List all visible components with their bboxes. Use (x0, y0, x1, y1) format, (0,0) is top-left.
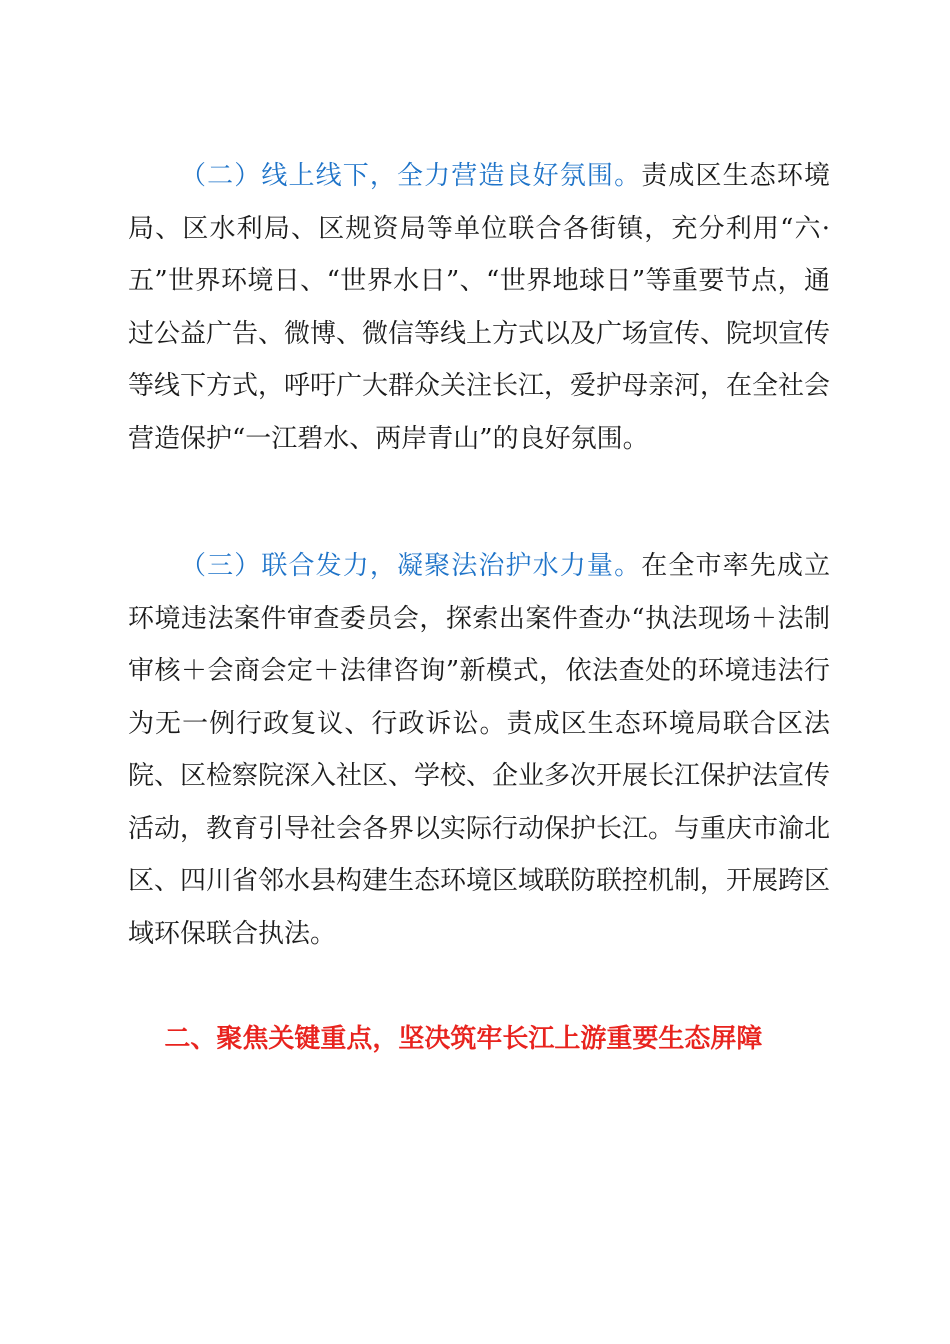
paragraph-lead-section-2: （二）线上线下，全力营造良好氛围。 (180, 161, 642, 191)
section-heading-2: 二、聚焦关键重点，坚决筑牢长江上游重要生态屏障 (164, 1024, 763, 1054)
paragraph-body-section-3: 在全市率先成立环境违法案件审查委员会，探索出案件查办“执法现场＋法制审核＋会商会定＋法律咨询”新模式，依法查处的环境违法行为无一例行政复议、行政诉讼。责成区生态环境局联合区法院、区检察院深入社区、学校、企业多次开展长江保护法宣传活动，教育引导社会各界以实际行动保护长江。与重庆市渝北区、四川省邻水县构建生态环境区域联防联控机制，开展跨区域环保联合执法。 (128, 551, 831, 949)
paragraph-section-2 (128, 150, 830, 465)
paragraph-lead-section-3: （三）联合发力，凝聚法治护水力量。 (180, 551, 642, 581)
paragraph-body-section-2: 责成区生态环境局、区水利局、区规资局等单位联合各街镇，充分利用“六·五”世界环境日、“世界水日”、“世界地球日”等重要节点，通过公益广告、微博、微信等线上方式以及广场宣传、院坝宣传等线下方式，呼吁广大群众关注长江，爱护母亲河，在全社会营造保护“一江碧水、两岸青山”的良好氛围。 (128, 161, 831, 454)
paragraph-section-3 (128, 540, 830, 960)
